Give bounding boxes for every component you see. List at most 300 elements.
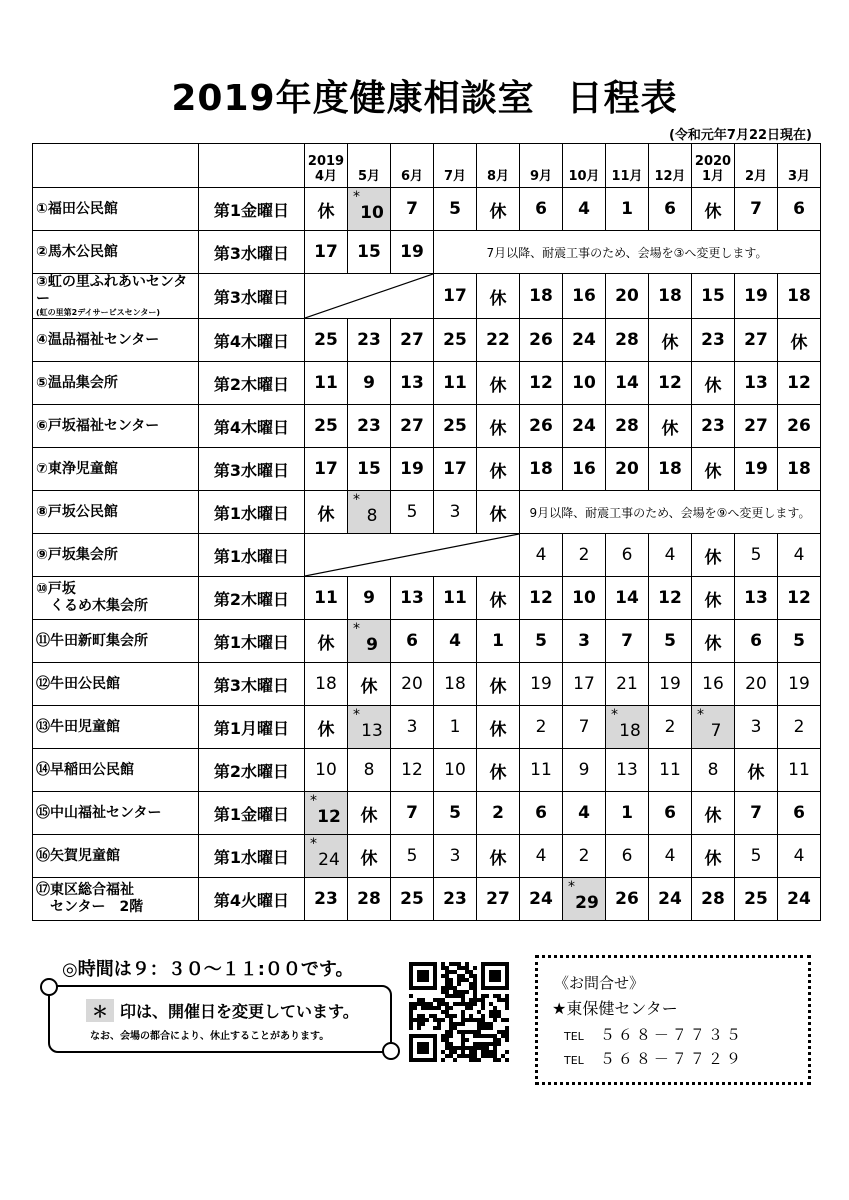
scroll-curl-icon [40, 978, 58, 996]
date-cell: 9 [348, 362, 391, 405]
date-cell: 24 [563, 405, 606, 448]
changed-mark: * [310, 836, 317, 852]
changed-mark: * [353, 621, 360, 637]
date-cell: 休 [477, 706, 520, 749]
date-cell: 6 [520, 792, 563, 835]
date-cell: 18 [305, 663, 348, 706]
header-venue [33, 144, 199, 188]
date-cell: 7 [391, 188, 434, 231]
contact-tel-2: TEL ５６８－７７２９ [564, 1050, 744, 1068]
date-cell: 休 [348, 835, 391, 878]
month-label: 9月 [529, 169, 553, 184]
date-cell: 3 [735, 706, 778, 749]
table-row [33, 792, 821, 835]
date-cell: 5 [735, 534, 778, 577]
venue-name: ①福田公民館 [33, 188, 199, 231]
changed-date-cell [348, 620, 391, 663]
date-cell: 21 [606, 663, 649, 706]
month-label: 3月 [787, 169, 811, 184]
date-cell: 休 [692, 448, 735, 491]
date-cell: 13 [606, 749, 649, 792]
date-cell: 12 [778, 577, 821, 620]
date-cell: 25 [305, 405, 348, 448]
date-cell: 13 [391, 577, 434, 620]
date-cell: 16 [692, 663, 735, 706]
notice-cell: 7月以降、耐震工事のため、会場を③へ変更します。 [434, 231, 821, 274]
venue-name: ⑰東区総合福祉 センター 2階 [33, 878, 199, 921]
table-row [33, 620, 821, 663]
table-row [33, 448, 821, 491]
date-cell: 19 [735, 274, 778, 319]
date-cell: 4 [563, 792, 606, 835]
date-cell: 11 [434, 577, 477, 620]
date-cell: 8 [692, 749, 735, 792]
date-cell: 休 [477, 491, 520, 534]
table-row [33, 231, 821, 274]
date-cell: 17 [563, 663, 606, 706]
table-row [33, 405, 821, 448]
date-value: 10 [360, 203, 384, 223]
date-cell: 休 [692, 835, 735, 878]
month-label: 11月 [611, 169, 643, 184]
date-cell: 26 [606, 878, 649, 921]
table-row [33, 188, 821, 231]
date-cell: 3 [563, 620, 606, 663]
date-cell: 5 [520, 620, 563, 663]
venue-name: ⑦東浄児童館 [33, 448, 199, 491]
meeting-day: 第3木曜日 [199, 663, 305, 706]
venue-name: ⑩戸坂 くるめ木集会所 [33, 577, 199, 620]
date-cell: 12 [649, 362, 692, 405]
meeting-day: 第3水曜日 [199, 231, 305, 274]
date-cell: 7 [735, 188, 778, 231]
changed-date-cell [563, 878, 606, 921]
meeting-day: 第1月曜日 [199, 706, 305, 749]
date-cell: 11 [434, 362, 477, 405]
date-cell: 24 [778, 878, 821, 921]
contact-title: 《お問合せ》 [554, 974, 645, 992]
table-row [33, 491, 821, 534]
notice-cell: 9月以降、耐震工事のため、会場を⑨へ変更します。 [520, 491, 821, 534]
date-cell: 休 [305, 706, 348, 749]
changed-date-cell [348, 491, 391, 534]
date-cell: 27 [391, 405, 434, 448]
date-cell: 10 [563, 362, 606, 405]
date-cell: 19 [391, 448, 434, 491]
as-of-date: (令和元年7月22日現在) [668, 128, 812, 143]
month-header [778, 144, 821, 188]
date-cell: 6 [778, 188, 821, 231]
date-cell: 7 [735, 792, 778, 835]
date-cell: 18 [778, 274, 821, 319]
changed-mark: * [353, 189, 360, 205]
table-row [33, 878, 821, 921]
date-cell: 23 [348, 319, 391, 362]
date-cell: 6 [649, 188, 692, 231]
date-cell: 24 [563, 319, 606, 362]
date-value: 8 [366, 506, 378, 526]
tel-label: TEL [564, 1030, 584, 1043]
date-cell: 23 [305, 878, 348, 921]
month-header [735, 144, 778, 188]
date-cell: 休 [692, 534, 735, 577]
date-cell: 休 [649, 405, 692, 448]
month-year: 2019 [307, 154, 345, 169]
date-cell: 11 [305, 362, 348, 405]
date-cell: 12 [391, 749, 434, 792]
date-cell: 25 [434, 405, 477, 448]
date-cell: 19 [520, 663, 563, 706]
date-cell: 26 [520, 319, 563, 362]
date-cell: 18 [778, 448, 821, 491]
changed-mark: * [697, 707, 704, 723]
date-cell: 18 [649, 274, 692, 319]
venue-name: ⑫牛田公民館 [33, 663, 199, 706]
date-cell: 休 [692, 188, 735, 231]
date-cell: 18 [649, 448, 692, 491]
changed-date-cell [692, 706, 735, 749]
contact-tel-1: TEL ５６８－７７３５ [564, 1026, 744, 1044]
date-cell: 5 [778, 620, 821, 663]
changed-mark: * [353, 707, 360, 723]
date-cell: 28 [348, 878, 391, 921]
date-cell: 休 [735, 749, 778, 792]
date-cell: 休 [649, 319, 692, 362]
table-row [33, 577, 821, 620]
venue-name: ④温品福祉センター [33, 319, 199, 362]
date-cell: 4 [778, 835, 821, 878]
date-cell: 26 [778, 405, 821, 448]
table-row [33, 706, 821, 749]
date-cell: 12 [778, 362, 821, 405]
date-cell: 5 [649, 620, 692, 663]
date-cell: 9 [348, 577, 391, 620]
title-sub: 日程表 [566, 78, 678, 119]
date-cell: 休 [477, 835, 520, 878]
date-cell: 休 [477, 577, 520, 620]
date-cell: 12 [520, 362, 563, 405]
venue-name: ⑮中山福祉センター [33, 792, 199, 835]
date-value: 9 [366, 635, 378, 655]
meeting-day: 第1木曜日 [199, 620, 305, 663]
date-cell: 4 [649, 534, 692, 577]
month-label: 8月 [486, 169, 510, 184]
date-cell: 休 [477, 188, 520, 231]
table-row [33, 362, 821, 405]
date-cell: 6 [391, 620, 434, 663]
date-cell: 2 [520, 706, 563, 749]
month-header [305, 144, 348, 188]
month-label: 1月 [701, 169, 725, 184]
date-cell: 20 [391, 663, 434, 706]
date-cell: 5 [735, 835, 778, 878]
date-cell: 3 [391, 706, 434, 749]
date-cell: 14 [606, 362, 649, 405]
date-cell: 3 [434, 491, 477, 534]
date-cell: 休 [692, 577, 735, 620]
date-cell: 27 [735, 405, 778, 448]
month-header [520, 144, 563, 188]
date-cell: 26 [520, 405, 563, 448]
date-cell: 19 [649, 663, 692, 706]
schedule-table [32, 143, 821, 921]
date-cell: 休 [692, 792, 735, 835]
legend-text: 印は、開催日を変更しています。 [120, 1002, 359, 1021]
tel-label: TEL [564, 1054, 584, 1067]
title-year: 2019 [171, 78, 276, 119]
date-cell: 休 [477, 274, 520, 319]
meeting-day: 第4木曜日 [199, 405, 305, 448]
date-cell: 3 [434, 835, 477, 878]
date-cell: 13 [735, 577, 778, 620]
date-cell: 13 [391, 362, 434, 405]
date-cell: 11 [649, 749, 692, 792]
date-cell: 23 [348, 405, 391, 448]
meeting-day: 第1金曜日 [199, 792, 305, 835]
date-cell: 18 [434, 663, 477, 706]
changed-date-cell [606, 706, 649, 749]
not-held-cell [305, 274, 434, 319]
meeting-day: 第1水曜日 [199, 534, 305, 577]
meeting-day: 第3水曜日 [199, 448, 305, 491]
date-cell: 1 [477, 620, 520, 663]
contact-box [535, 955, 811, 1085]
changed-date-cell [305, 792, 348, 835]
date-cell: 休 [477, 663, 520, 706]
changed-mark: * [568, 879, 575, 895]
date-cell: 20 [606, 448, 649, 491]
meeting-day: 第2水曜日 [199, 749, 305, 792]
date-cell: 11 [778, 749, 821, 792]
date-cell: 休 [348, 792, 391, 835]
date-cell: 2 [563, 534, 606, 577]
date-cell: 5 [434, 188, 477, 231]
date-cell: 7 [563, 706, 606, 749]
venue-name: ②馬木公民館 [33, 231, 199, 274]
venue-name: ⑥戸坂福祉センター [33, 405, 199, 448]
venue-name: ⑪牛田新町集会所 [33, 620, 199, 663]
date-cell: 19 [778, 663, 821, 706]
date-cell: 24 [649, 878, 692, 921]
date-cell: 8 [348, 749, 391, 792]
meeting-day: 第4火曜日 [199, 878, 305, 921]
legend-note: なお、会場の都合により、休止することがあります。 [90, 1031, 330, 1042]
changed-mark: * [310, 793, 317, 809]
date-cell: 4 [520, 534, 563, 577]
month-label: 2月 [744, 169, 768, 184]
date-cell: 28 [606, 319, 649, 362]
date-value: 7 [710, 721, 722, 741]
date-cell: 7 [606, 620, 649, 663]
header-day [199, 144, 305, 188]
date-cell: 12 [520, 577, 563, 620]
meeting-day: 第1金曜日 [199, 188, 305, 231]
table-row [33, 835, 821, 878]
date-cell: 18 [520, 274, 563, 319]
date-cell: 23 [434, 878, 477, 921]
date-value: 24 [318, 850, 340, 870]
month-label: 12月 [654, 169, 686, 184]
date-value: 13 [361, 721, 383, 741]
date-cell: 16 [563, 448, 606, 491]
not-held-cell [305, 534, 520, 577]
venue-name: ⑬牛田児童館 [33, 706, 199, 749]
date-cell: 27 [391, 319, 434, 362]
qr-code-icon[interactable] [404, 962, 514, 1062]
date-cell: 4 [649, 835, 692, 878]
date-cell: 17 [305, 231, 348, 274]
date-value: 29 [575, 893, 599, 913]
date-cell: 6 [606, 534, 649, 577]
month-label: 6月 [400, 169, 424, 184]
date-cell: 24 [520, 878, 563, 921]
date-cell: 休 [305, 188, 348, 231]
date-cell: 17 [434, 448, 477, 491]
month-header [649, 144, 692, 188]
date-cell: 10 [563, 577, 606, 620]
date-cell: 12 [649, 577, 692, 620]
venue-name: ⑧戸坂公民館 [33, 491, 199, 534]
date-cell: 10 [305, 749, 348, 792]
contact-org: ★東保健センター [552, 999, 678, 1018]
changed-date-cell [348, 188, 391, 231]
meeting-day: 第1水曜日 [199, 835, 305, 878]
table-row [33, 749, 821, 792]
date-cell: 5 [391, 835, 434, 878]
meeting-day: 第2木曜日 [199, 362, 305, 405]
date-cell: 13 [735, 362, 778, 405]
date-cell: 18 [520, 448, 563, 491]
date-cell: 休 [305, 620, 348, 663]
table-row [33, 663, 821, 706]
date-cell: 休 [692, 620, 735, 663]
date-cell: 20 [735, 663, 778, 706]
page-title [0, 70, 849, 121]
date-cell: 2 [477, 792, 520, 835]
meeting-day: 第3水曜日 [199, 274, 305, 319]
date-cell: 25 [305, 319, 348, 362]
date-cell: 1 [606, 188, 649, 231]
table-row [33, 534, 821, 577]
date-cell: 1 [434, 706, 477, 749]
date-cell: 23 [692, 319, 735, 362]
month-header [477, 144, 520, 188]
changed-mark: * [353, 492, 360, 508]
date-cell: 19 [391, 231, 434, 274]
month-header [391, 144, 434, 188]
date-cell: 6 [735, 620, 778, 663]
month-label: 5月 [357, 169, 381, 184]
table-row [33, 274, 821, 319]
venue-name: ③虹の里ふれあいセンター (虹の里第2デイサービスセンター) [33, 274, 199, 319]
date-cell: 5 [434, 792, 477, 835]
date-cell: 休 [477, 405, 520, 448]
date-cell: 19 [735, 448, 778, 491]
date-cell: 4 [778, 534, 821, 577]
date-cell: 22 [477, 319, 520, 362]
date-cell: 11 [520, 749, 563, 792]
date-cell: 6 [520, 188, 563, 231]
changed-date-cell [348, 706, 391, 749]
table-row [33, 319, 821, 362]
date-cell: 9 [563, 749, 606, 792]
date-cell: 休 [692, 362, 735, 405]
date-cell: 4 [563, 188, 606, 231]
date-cell: 1 [606, 792, 649, 835]
month-header [348, 144, 391, 188]
date-cell: 6 [606, 835, 649, 878]
date-cell: 7 [391, 792, 434, 835]
date-cell: 2 [778, 706, 821, 749]
venue-name: ⑤温品集会所 [33, 362, 199, 405]
date-cell: 5 [391, 491, 434, 534]
date-cell: 10 [434, 749, 477, 792]
month-year: 2020 [694, 154, 732, 169]
date-cell: 2 [563, 835, 606, 878]
month-header [692, 144, 735, 188]
date-cell: 17 [305, 448, 348, 491]
date-cell: 20 [606, 274, 649, 319]
time-note: ◎時間は９：３０～１１:００です。 [62, 959, 354, 980]
date-cell: 15 [348, 448, 391, 491]
date-cell: 28 [606, 405, 649, 448]
date-cell: 6 [649, 792, 692, 835]
date-cell: 23 [692, 405, 735, 448]
date-cell: 休 [477, 448, 520, 491]
month-header [606, 144, 649, 188]
date-cell: 14 [606, 577, 649, 620]
scroll-curl-icon [382, 1042, 400, 1060]
date-cell: 16 [563, 274, 606, 319]
date-cell: 休 [477, 749, 520, 792]
month-label: 10月 [568, 169, 600, 184]
date-cell: 休 [305, 491, 348, 534]
venue-note: (虹の里第2デイサービスセンター) [36, 308, 160, 317]
venue-name: ⑯矢賀児童館 [33, 835, 199, 878]
date-cell: 4 [520, 835, 563, 878]
venue-name: ⑭早稲田公民館 [33, 749, 199, 792]
date-cell: 休 [477, 362, 520, 405]
date-cell: 2 [649, 706, 692, 749]
changed-mark: * [611, 707, 618, 723]
month-header [563, 144, 606, 188]
date-cell: 11 [305, 577, 348, 620]
meeting-day: 第4木曜日 [199, 319, 305, 362]
changed-date-cell [305, 835, 348, 878]
date-cell: 6 [778, 792, 821, 835]
title-main: 年度健康相談室 [275, 78, 535, 119]
date-value: 18 [619, 721, 641, 741]
legend-box [48, 985, 392, 1053]
month-header [434, 144, 477, 188]
date-cell: 25 [735, 878, 778, 921]
table-header-row [33, 144, 821, 188]
meeting-day: 第2木曜日 [199, 577, 305, 620]
month-label: 4月 [314, 169, 338, 184]
date-cell: 27 [477, 878, 520, 921]
date-cell: 28 [692, 878, 735, 921]
date-value: 12 [317, 807, 341, 827]
date-cell: 4 [434, 620, 477, 663]
date-cell: 15 [692, 274, 735, 319]
date-cell: 休 [778, 319, 821, 362]
month-label: 7月 [443, 169, 467, 184]
date-cell: 休 [348, 663, 391, 706]
date-cell: 15 [348, 231, 391, 274]
legend-mark: ＊ [86, 999, 114, 1022]
date-cell: 25 [434, 319, 477, 362]
meeting-day: 第1水曜日 [199, 491, 305, 534]
